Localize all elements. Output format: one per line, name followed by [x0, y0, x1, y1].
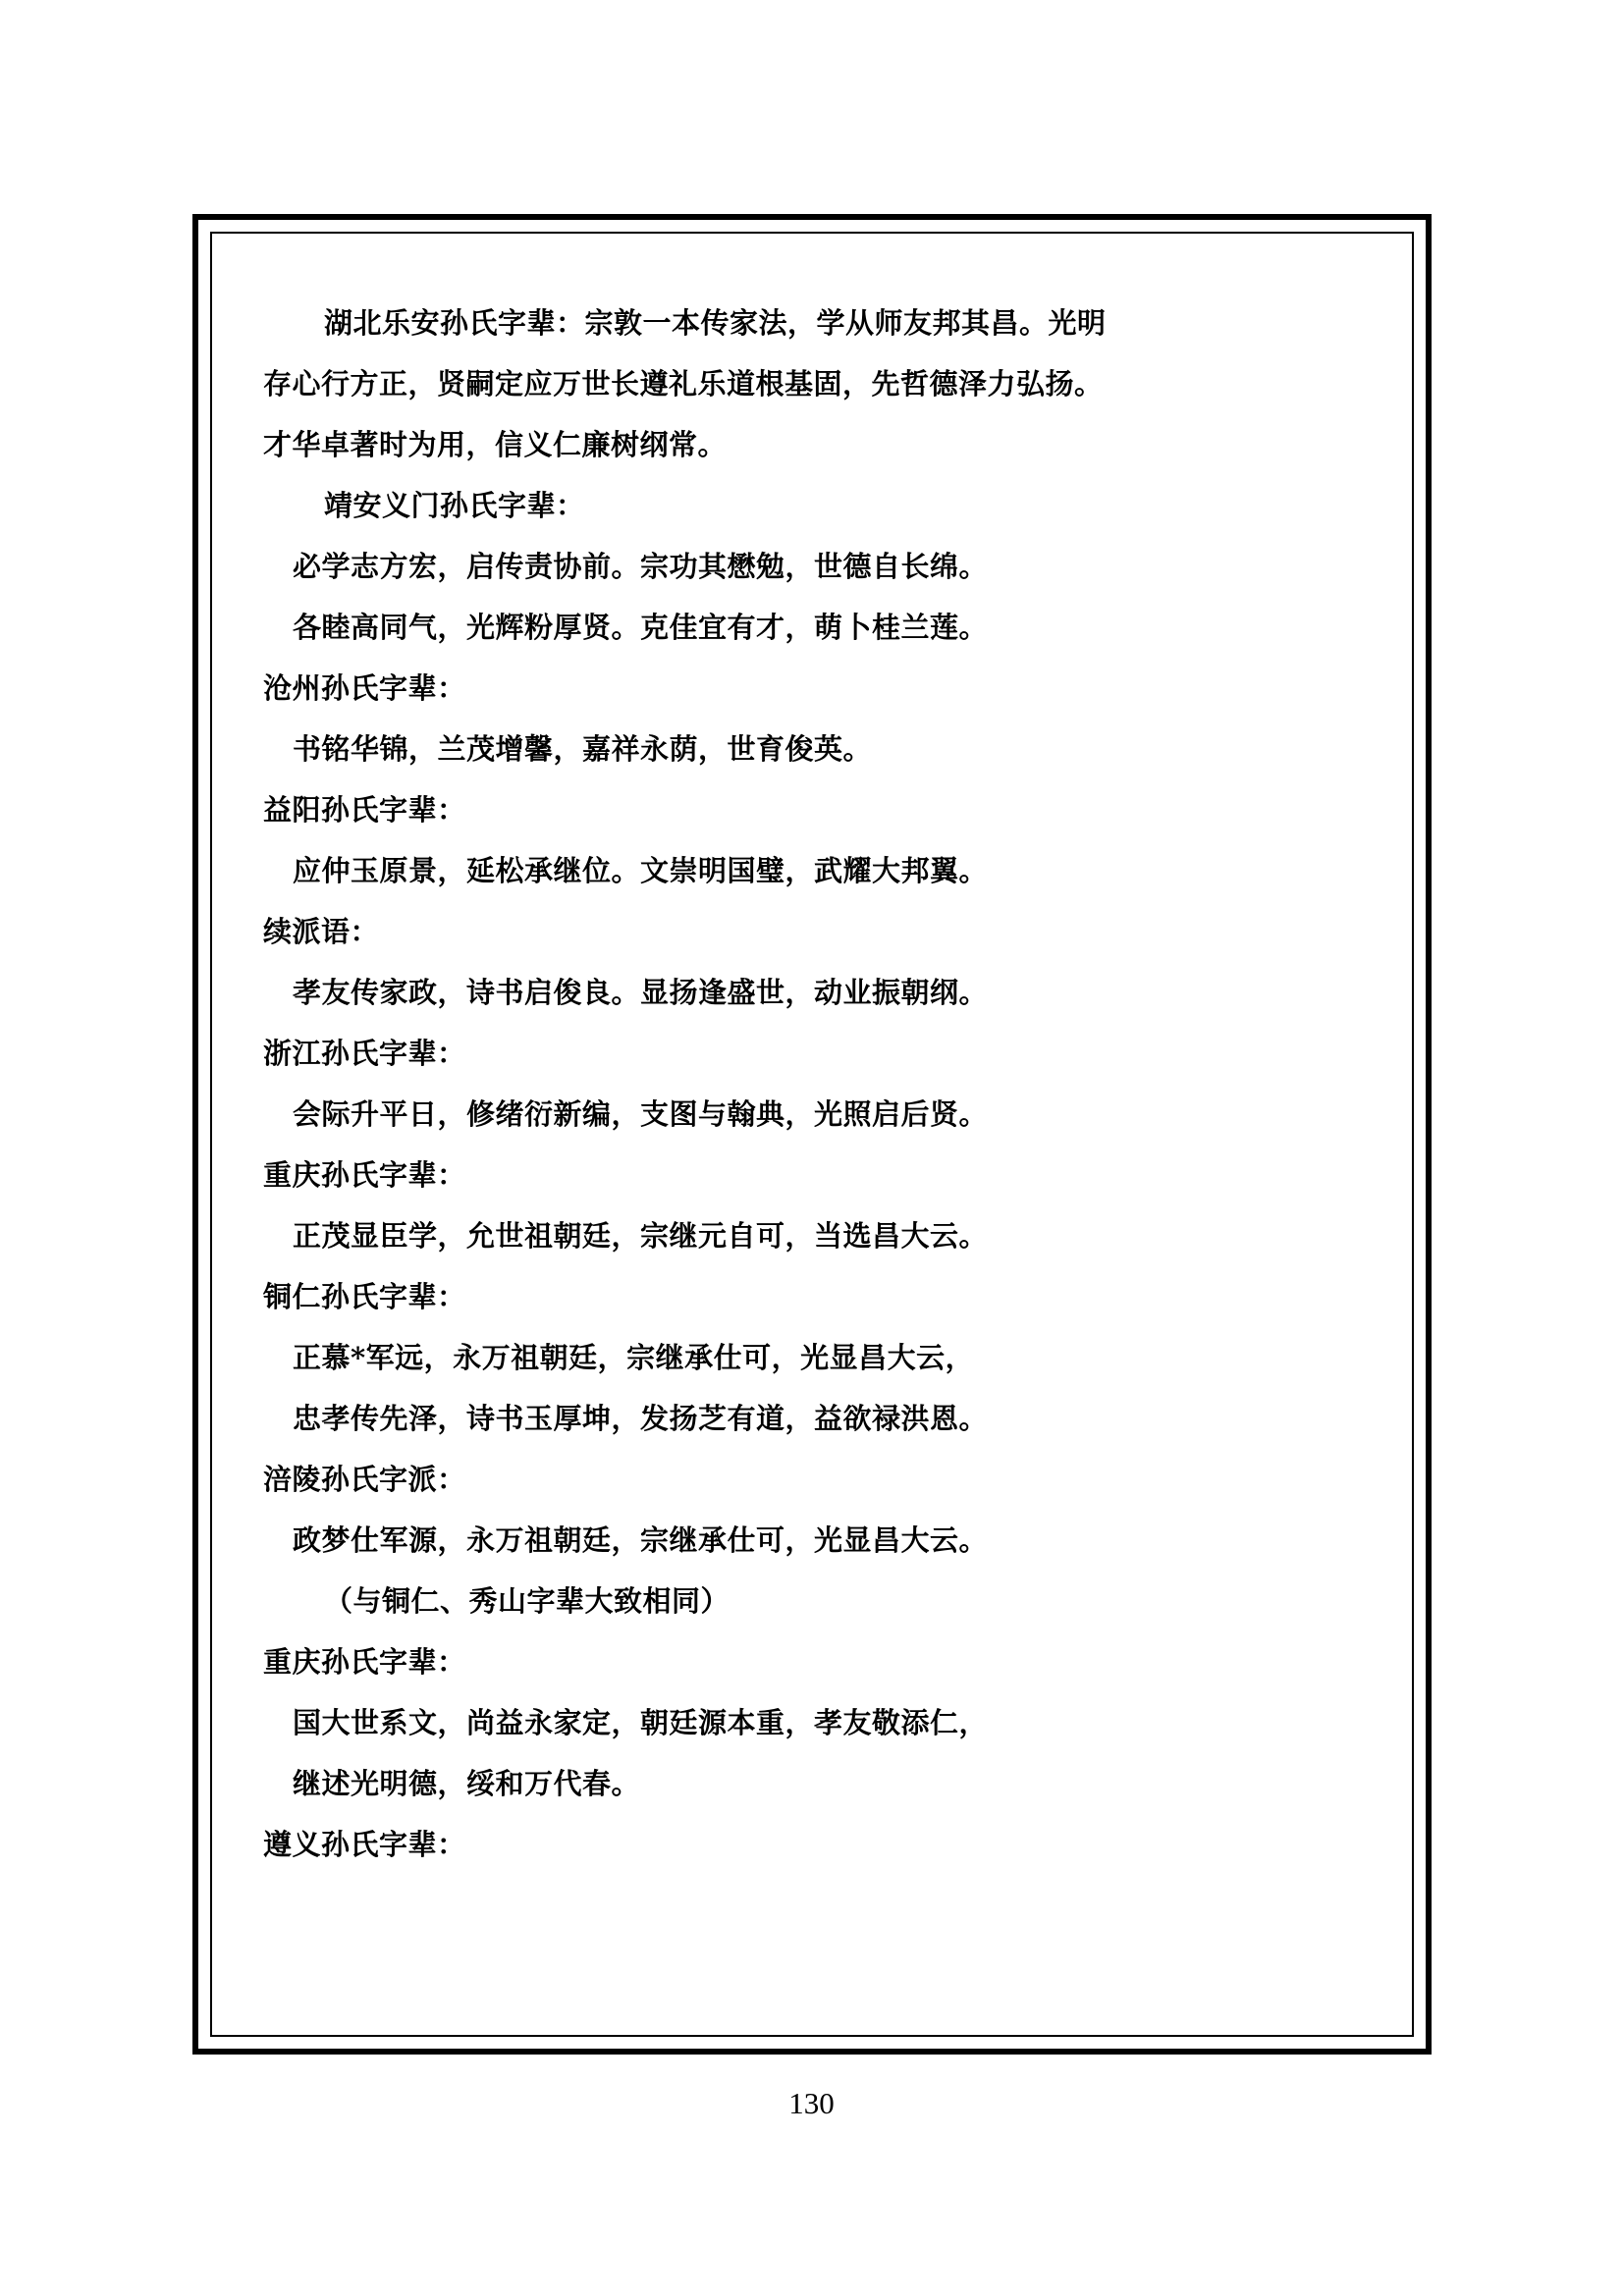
text-line: 浙江孙氏字辈：	[263, 1037, 466, 1070]
text-line: 继述光明德，绥和万代春。	[293, 1767, 641, 1800]
text-line: 各睦高同气，光辉粉厚贤。克佳宜有才，萌卜桂兰莲。	[293, 611, 989, 644]
text-line: 重庆孙氏字辈：	[263, 1158, 466, 1192]
text-line: 沧州孙氏字辈：	[263, 671, 466, 705]
text-line: 正慕*军远，永万祖朝廷，宗继承仕可，光显昌大云，	[293, 1341, 975, 1374]
text-line: 湖北乐安孙氏字辈：宗敦一本传家法，学从师友邦其昌。光明	[324, 306, 1107, 340]
page-text-body	[224, 263, 1402, 2010]
text-line: 存心行方正，贤嗣定应万世长遵礼乐道根基固，先哲德泽力弘扬。	[263, 367, 1104, 400]
text-line: 孝友传家政，诗书启俊良。显扬逢盛世，动业振朝纲。	[293, 976, 989, 1009]
text-line: 忠孝传先泽，诗书玉厚坤，发扬芝有道，益欲禄洪恩。	[293, 1402, 989, 1435]
text-line: 铜仁孙氏字辈：	[263, 1280, 466, 1313]
text-line: 必学志方宏，启传责协前。宗功其懋勉，世德自长绵。	[293, 550, 989, 583]
text-line: 靖安义门孙氏字辈：	[324, 489, 585, 522]
text-line: 遵义孙氏字辈：	[263, 1828, 466, 1861]
text-line: 益阳孙氏字辈：	[263, 793, 466, 827]
text-line: （与铜仁、秀山字辈大致相同）	[324, 1584, 730, 1618]
text-line: 正茂显臣学，允世祖朝廷，宗继元自可，当选昌大云。	[293, 1219, 989, 1253]
text-line: 才华卓著时为用，信义仁廉树纲常。	[263, 428, 728, 461]
text-line: 会际升平日，修绪衍新编，支图与翰典，光照启后贤。	[293, 1097, 989, 1131]
text-line: 国大世系文，尚益永家定，朝廷源本重，孝友敬添仁，	[293, 1706, 989, 1739]
text-line: 书铭华锦，兰茂增馨，嘉祥永荫，世育俊英。	[293, 732, 873, 766]
text-line: 政梦仕军源，永万祖朝廷，宗继承仕可，光显昌大云。	[293, 1523, 989, 1557]
text-line: 重庆孙氏字辈：	[263, 1645, 466, 1679]
text-line: 应仲玉原景，延松承继位。文崇明国璧，武耀大邦翼。	[293, 854, 989, 887]
text-line: 续派语：	[263, 915, 380, 948]
page-number: 130	[788, 2086, 835, 2120]
text-line: 涪陵孙氏字派：	[263, 1463, 466, 1496]
